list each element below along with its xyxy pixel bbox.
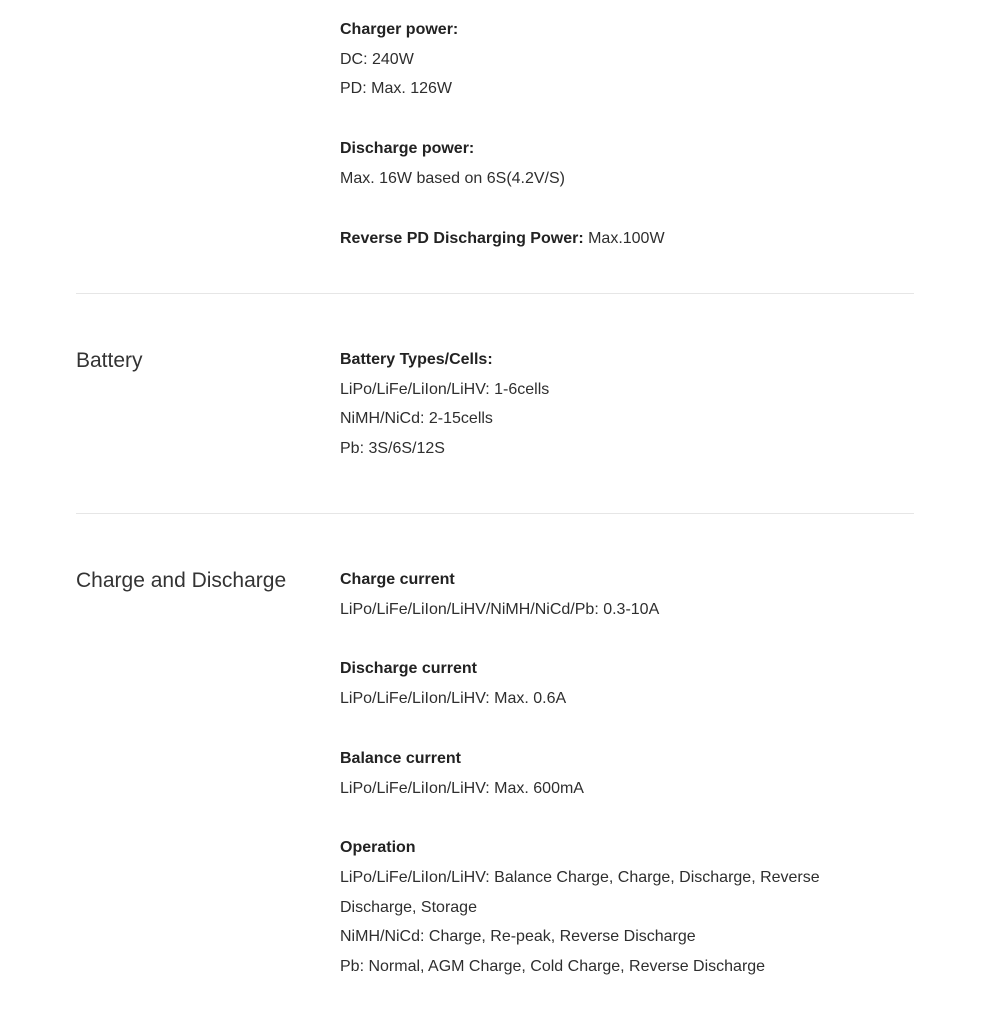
charger-power-heading: Charger power: xyxy=(340,21,459,38)
reverse-pd-value: Max.100W xyxy=(583,229,665,247)
operation-heading: Operation xyxy=(340,839,416,857)
discharge-current-heading: Discharge current xyxy=(340,660,477,678)
charge-discharge-section-body xyxy=(340,565,900,982)
operation-line: Pb: Normal, AGM Charge, Cold Charge, Reverse Discharge xyxy=(340,958,766,976)
battery-type-line: NiMH/NiCd: 2-15cells xyxy=(340,410,493,428)
battery-types-heading: Battery Types/Cells: xyxy=(340,351,493,368)
discharge-power-value: Max. 16W based on 6S(4.2V/S) xyxy=(340,169,565,187)
operation-line: NiMH/NiCd: Charge, Re-peak, Reverse Discharge xyxy=(340,928,696,946)
spacer xyxy=(340,104,900,134)
spacer xyxy=(340,714,900,744)
charger-pd-value: PD: Max. 126W xyxy=(340,80,453,98)
discharge-current-value: LiPo/LiFe/LiIon/LiHV: Max. 0.6A xyxy=(340,690,567,708)
section-divider xyxy=(76,293,914,294)
operation-line: LiPo/LiFe/LiIon/LiHV: Balance Charge, Charge, Discharge, Reverse Discharge, Storage xyxy=(340,868,820,916)
battery-type-line: LiPo/LiFe/LiIon/LiHV: 1-6cells xyxy=(340,380,550,398)
spacer xyxy=(340,803,900,833)
section-divider xyxy=(76,513,914,514)
reverse-pd-line xyxy=(340,224,900,254)
battery-section-body xyxy=(340,345,900,464)
spacer xyxy=(340,624,900,654)
charge-discharge-section-title: Charge and Discharge xyxy=(76,569,287,592)
charge-current-value: LiPo/LiFe/LiIon/LiHV/NiMH/NiCd/Pb: 0.3-10A xyxy=(340,600,660,618)
power-section-body xyxy=(340,15,900,253)
charger-dc-value: DC: 240W xyxy=(340,50,414,68)
battery-type-line: Pb: 3S/6S/12S xyxy=(340,440,445,458)
battery-section-title: Battery xyxy=(76,349,143,372)
reverse-pd-heading: Reverse PD Discharging Power: xyxy=(340,229,584,247)
discharge-power-heading: Discharge power: xyxy=(340,140,475,158)
charge-current-heading: Charge current xyxy=(340,571,455,588)
spacer xyxy=(340,194,900,224)
balance-current-heading: Balance current xyxy=(340,749,461,767)
balance-current-value: LiPo/LiFe/LiIon/LiHV: Max. 600mA xyxy=(340,779,584,797)
